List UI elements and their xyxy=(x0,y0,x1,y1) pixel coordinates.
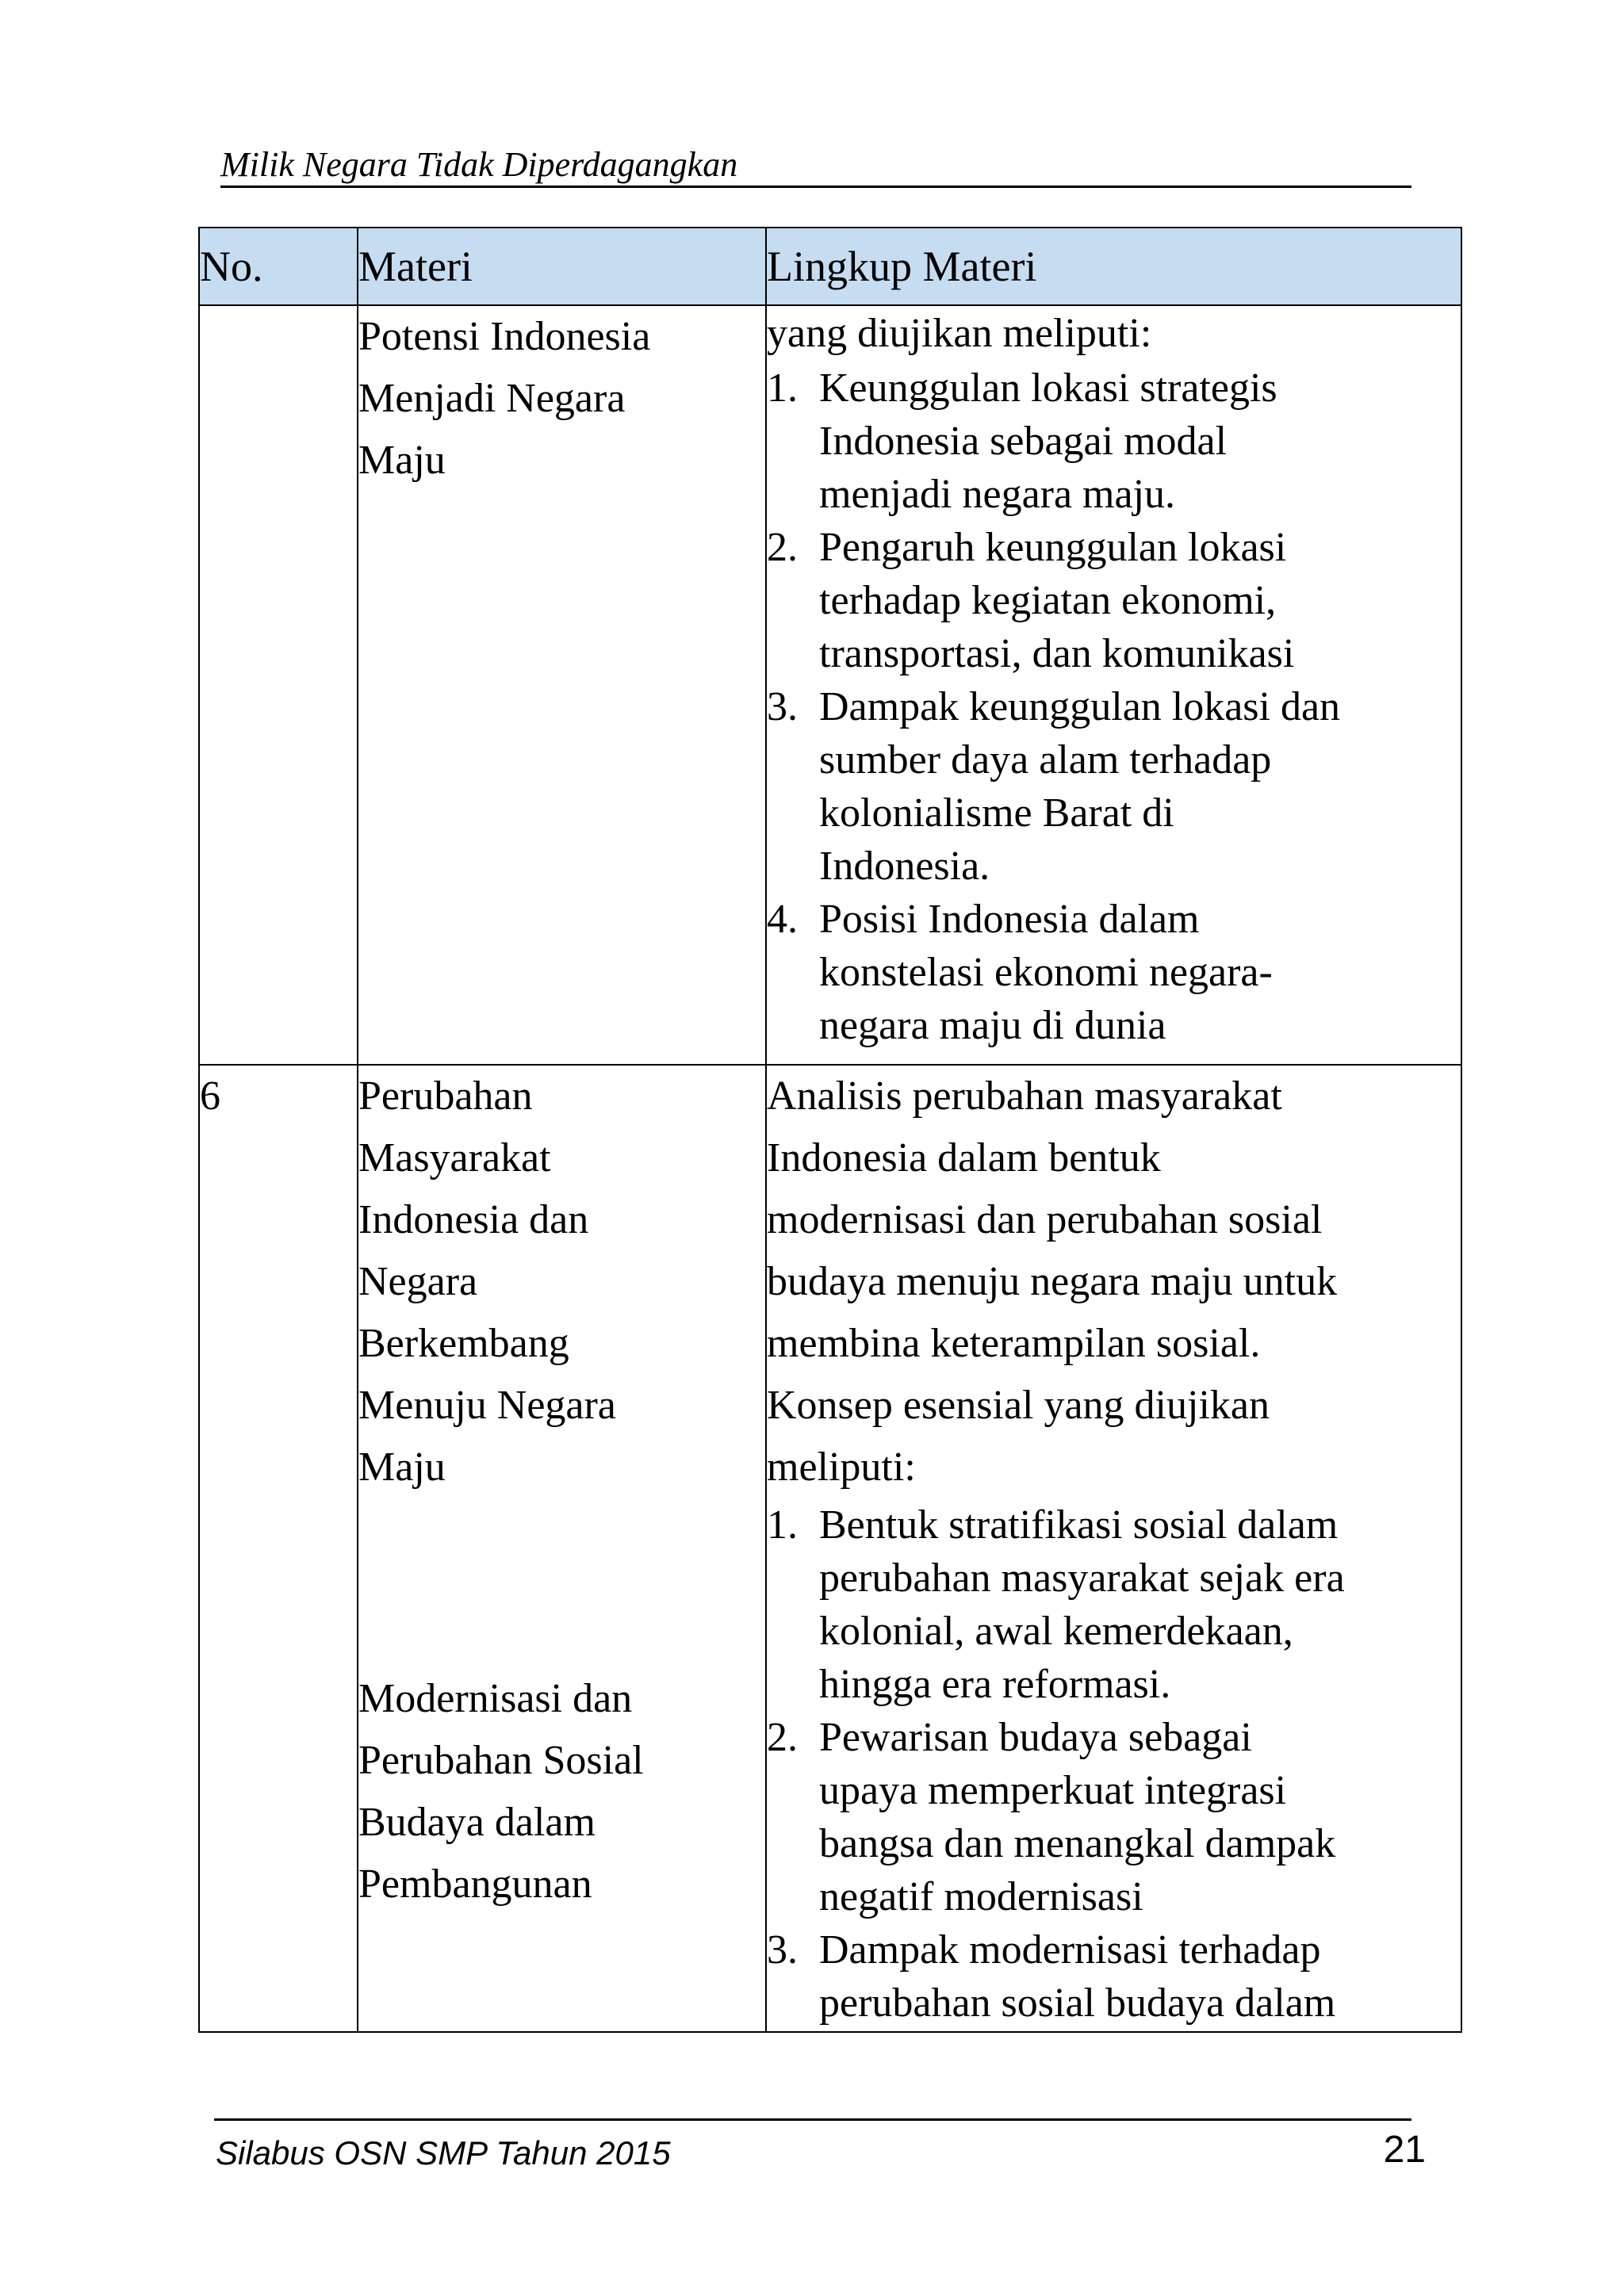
column-header-no: No. xyxy=(199,228,358,305)
column-header-materi: Materi xyxy=(358,228,766,305)
syllabus-table xyxy=(198,227,1462,2033)
list-item xyxy=(767,680,1461,893)
lingkup-intro-line: budaya menuju negara maju untuk xyxy=(767,1259,1338,1304)
list-item xyxy=(767,521,1461,680)
cell-materi xyxy=(358,1065,766,2032)
lingkup-list xyxy=(767,362,1461,1052)
list-item-line: negara maju di dunia xyxy=(819,1003,1166,1048)
list-item-line: kolonial, awal kemerdekaan, xyxy=(819,1609,1293,1654)
list-item xyxy=(767,362,1461,521)
list-item-line: Dampak modernisasi terhadap xyxy=(819,1927,1321,1973)
materi-line: Masyarakat xyxy=(358,1135,551,1181)
list-item-line: bangsa dan menangkal dampak xyxy=(819,1821,1336,1866)
page-number: 21 xyxy=(1383,2129,1426,2171)
list-item-line: kolonialisme Barat di xyxy=(819,790,1174,836)
list-item-line: Bentuk stratifikasi sosial dalam xyxy=(819,1502,1339,1548)
list-item-number: 2. xyxy=(767,525,798,570)
list-item-line: Keunggulan lokasi strategis xyxy=(819,365,1277,411)
list-item-number: 1. xyxy=(767,365,798,411)
list-item xyxy=(767,1923,1461,2030)
footer-divider xyxy=(214,2118,1411,2121)
list-item-line: perubahan masyarakat sejak era xyxy=(819,1556,1345,1601)
materi-line: Perubahan xyxy=(358,1073,533,1119)
list-item-line: upaya memperkuat integrasi xyxy=(819,1768,1287,1813)
lingkup-intro-line: Analisis perubahan masyarakat xyxy=(767,1073,1282,1119)
list-item-line: Dampak keunggulan lokasi dan xyxy=(819,684,1341,729)
table-row xyxy=(199,305,1461,1065)
materi-line: Menjadi Negara xyxy=(358,376,626,421)
list-item-line: Posisi Indonesia dalam xyxy=(819,897,1200,942)
footer-title: Silabus OSN SMP Tahun 2015 xyxy=(216,2134,671,2172)
materi-line: Potensi Indonesia xyxy=(358,314,651,359)
materi-line: Negara xyxy=(358,1259,478,1304)
materi-line: Indonesia dan xyxy=(358,1197,589,1242)
lingkup-intro-line: yang diujikan meliputi: xyxy=(767,311,1152,356)
list-item-number: 4. xyxy=(767,897,798,942)
materi-line: Perubahan Sosial xyxy=(358,1738,644,1783)
list-item xyxy=(767,1498,1461,1711)
list-item-line: hingga era reformasi. xyxy=(819,1662,1171,1707)
list-item xyxy=(767,1711,1461,1923)
lingkup-intro-line: modernisasi dan perubahan sosial xyxy=(767,1197,1323,1242)
list-item-number: 2. xyxy=(767,1715,798,1760)
materi-line: Budaya dalam xyxy=(358,1800,596,1845)
list-item-line: negatif modernisasi xyxy=(819,1874,1143,1919)
page-header xyxy=(220,147,1411,188)
cell-no: 6 xyxy=(199,1065,358,2032)
list-item xyxy=(767,893,1461,1052)
table-header-row xyxy=(199,228,1461,305)
column-header-lingkup-materi: Lingkup Materi xyxy=(766,228,1461,305)
cell-lingkup-materi xyxy=(766,1065,1461,2032)
materi-line: Modernisasi dan xyxy=(358,1676,633,1721)
list-item-number: 1. xyxy=(767,1502,798,1548)
cell-lingkup-materi xyxy=(766,305,1461,1065)
list-item-line: Indonesia. xyxy=(819,844,990,889)
header-text: Milik Negara Tidak Diperdagangkan xyxy=(220,145,738,184)
list-item-line: terhadap kegiatan ekonomi, xyxy=(819,578,1277,623)
lingkup-intro-line: membina keterampilan sosial. xyxy=(767,1321,1261,1366)
materi-spacer xyxy=(358,1498,765,1668)
table-row xyxy=(199,1065,1461,2032)
list-item-line: menjadi negara maju. xyxy=(819,472,1176,517)
list-item-line: sumber daya alam terhadap xyxy=(819,737,1272,783)
materi-line: Pembangunan xyxy=(358,1862,592,1907)
list-item-line: perubahan sosial budaya dalam xyxy=(819,1980,1336,2026)
list-item-line: konstelasi ekonomi negara- xyxy=(819,950,1273,995)
list-item-line: Pewarisan budaya sebagai xyxy=(819,1715,1252,1760)
materi-line: Maju xyxy=(358,1445,446,1490)
lingkup-intro-line: Konsep esensial yang diujikan xyxy=(767,1383,1270,1428)
materi-line: Maju xyxy=(358,438,446,483)
materi-line: Menuju Negara xyxy=(358,1383,616,1428)
lingkup-intro-line: Indonesia dalam bentuk xyxy=(767,1135,1161,1181)
materi-line: Berkembang xyxy=(358,1321,569,1366)
lingkup-list xyxy=(767,1498,1461,2030)
list-item-line: Pengaruh keunggulan lokasi xyxy=(819,525,1287,570)
cell-no xyxy=(199,305,358,1065)
list-item-number: 3. xyxy=(767,1927,798,1973)
list-item-number: 3. xyxy=(767,684,798,729)
list-item-line: transportasi, dan komunikasi xyxy=(819,631,1295,676)
cell-materi xyxy=(358,305,766,1065)
lingkup-intro-line: meliputi: xyxy=(767,1445,916,1490)
list-item-line: Indonesia sebagai modal xyxy=(819,419,1228,464)
